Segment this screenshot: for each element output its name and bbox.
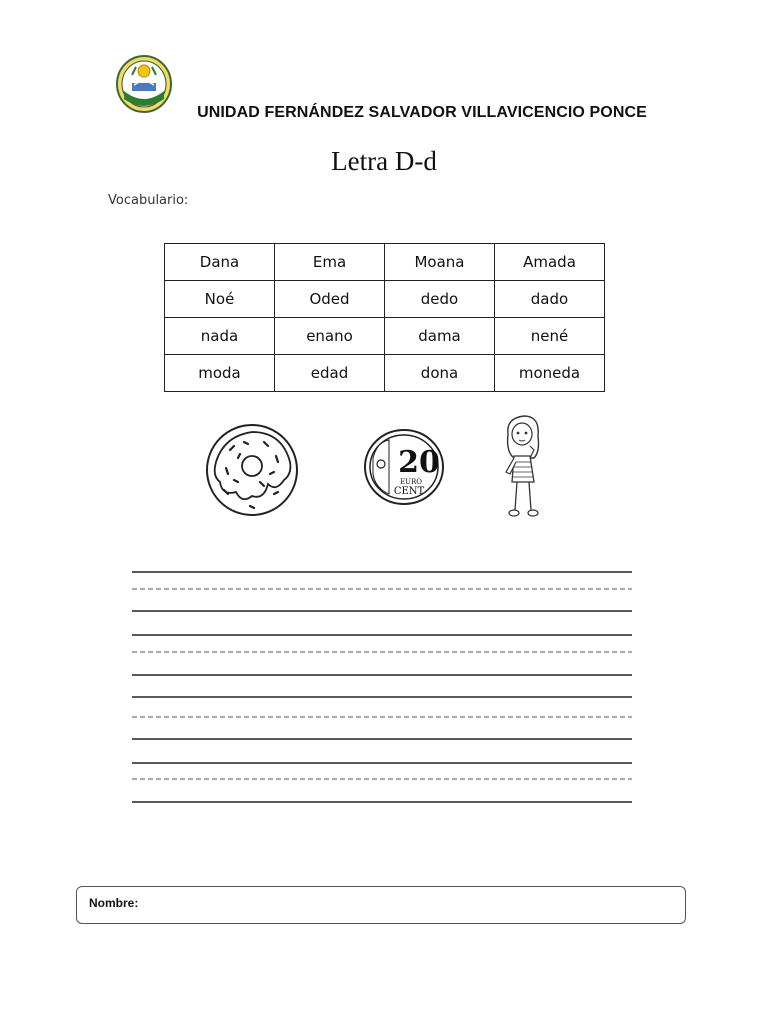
name-field-box[interactable] — [76, 886, 686, 924]
table-cell: nada — [165, 318, 275, 355]
table-cell: Moana — [385, 244, 495, 281]
vocabulary-table — [164, 243, 605, 392]
table-cell: Oded — [275, 281, 385, 318]
table-cell: moneda — [495, 355, 605, 392]
euro-cent-coin-illustration — [363, 428, 445, 506]
vocabulary-label: Vocabulario: — [108, 193, 189, 208]
table-row — [165, 244, 605, 281]
writing-line-group-2 — [132, 635, 632, 675]
table-cell: Amada — [495, 244, 605, 281]
table-cell: enano — [275, 318, 385, 355]
girl-illustration — [498, 412, 548, 522]
writing-line-group-1 — [132, 572, 632, 611]
school-name: UNIDAD FERNÁNDEZ SALVADOR VILLAVICENCIO PONCE — [197, 104, 647, 121]
page-title: Letra D-d — [331, 146, 437, 176]
table-row — [165, 281, 605, 318]
coin-currency: EURO — [399, 478, 423, 486]
table-cell: Noé — [165, 281, 275, 318]
table-cell: edad — [275, 355, 385, 392]
table-cell: dedo — [385, 281, 495, 318]
table-cell: moda — [165, 355, 275, 392]
writing-line-group-4 — [132, 763, 632, 802]
table-cell: Dana — [165, 244, 275, 281]
table-cell: dona — [385, 355, 495, 392]
donut-illustration — [204, 422, 300, 518]
writing-line-group-3 — [132, 697, 632, 739]
table-cell: nené — [495, 318, 605, 355]
handwriting-practice-lines — [130, 566, 634, 810]
coin-unit: CENT — [393, 486, 425, 497]
table-cell: Ema — [275, 244, 385, 281]
table-row — [165, 318, 605, 355]
table-cell: dado — [495, 281, 605, 318]
name-label: Nombre: — [89, 896, 139, 910]
table-row — [165, 355, 605, 392]
table-cell: dama — [385, 318, 495, 355]
coin-value: 20 — [398, 445, 440, 480]
